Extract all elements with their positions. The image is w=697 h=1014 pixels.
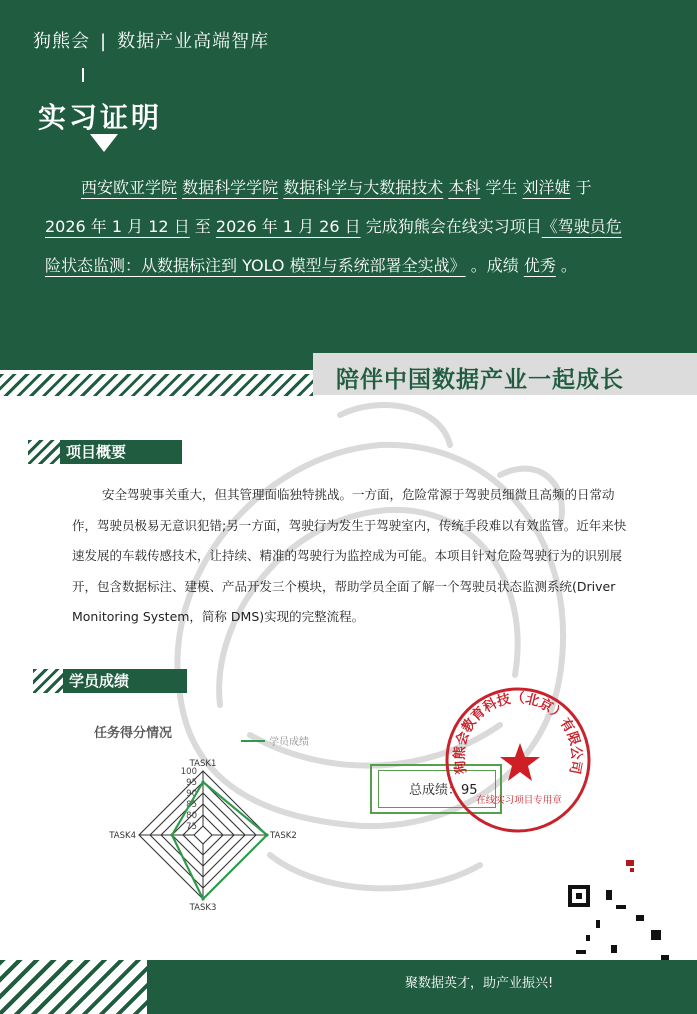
radar-tick-label: 85: [186, 800, 197, 810]
seal-org: 狗熊会教育科技（北京）有限公司: [451, 690, 585, 776]
overview-text: 安全驾驶事关重大，但其管理面临独特挑战。一方面，危险常源于驾驶员细微且高频的日常动作，驾驶员极易无意识犯错;另一方面，驾驶行为发生于驾驶室内，传统手段难以有效监管。近年来快速发展的车载传感技术，让持续、精准的驾驶行为监控成为可能。本项目针对危险驾驶行为的识别展开，包含数据标注、建模、产品开发三个模块，帮助学员全面了解一个驾驶员状态监测系统(Driver Monitoring System，简称 DMS)实现的完整流程。: [72, 487, 627, 624]
total-score-label: 总成绩：: [409, 783, 462, 798]
radar-tick-label: 75: [186, 822, 197, 832]
brand-line: [33, 27, 269, 53]
radar-tick-label: 100: [180, 767, 197, 777]
footer-slogan: 聚数据英才，助产业振兴!: [405, 976, 554, 991]
company-seal: [443, 685, 593, 835]
section-results-label: 学员成绩: [63, 669, 187, 693]
radar-axis-label: TASK1: [189, 759, 217, 769]
decor-stripes-bottom: [0, 960, 147, 1014]
radar-point: [201, 897, 204, 900]
chart-title: 任务得分情况: [94, 726, 173, 741]
decor-stripes-top: [0, 374, 313, 396]
radar-tick-label: 95: [186, 778, 197, 788]
cert-project: 《驾驶员危险状态监测：从数据标注到 YOLO 模型与系统部署全实战》: [45, 217, 622, 275]
brand-subtitle: 数据产业高端智库: [117, 31, 270, 52]
down-triangle-icon: [90, 134, 118, 152]
radar-axis-label: TASK2: [270, 831, 297, 841]
seal-purpose: 在线实习项目专用章: [476, 795, 562, 806]
legend-label: 学员成绩: [269, 737, 309, 748]
cert-project-prefix: 完成狗熊会在线实习项目: [365, 217, 542, 236]
cert-from: 于: [575, 178, 592, 197]
page-title: 实习证明: [38, 101, 163, 134]
cert-end-date: 2026 年 1 月 26 日: [215, 217, 361, 236]
cert-name: 刘洋婕: [522, 178, 571, 197]
cert-grade: 优秀: [523, 256, 556, 275]
cert-grade-prefix: 。成绩: [470, 256, 519, 275]
decor-stripes-overview: [28, 440, 62, 464]
radar-point: [265, 833, 268, 836]
brand-separator: |: [100, 31, 108, 52]
radar-axis-label: TASK4: [109, 831, 136, 841]
decor-stripes-results: [33, 669, 67, 693]
seal-star-icon: [500, 743, 540, 781]
radar-point: [170, 833, 173, 836]
radar-axis-label: TASK3: [189, 903, 217, 913]
brand-name: 狗熊会: [33, 31, 90, 52]
cert-college: 数据科学学院: [182, 178, 279, 197]
slogan: 陪伴中国数据产业一起成长: [336, 367, 624, 393]
decor-tick: [82, 68, 84, 82]
cert-school: 西安欧亚学院: [81, 178, 178, 197]
section-overview-label: 项目概要: [60, 440, 182, 464]
radar-chart: [88, 720, 348, 920]
cert-role: 学生: [485, 178, 518, 197]
radar-tick-label: 80: [186, 811, 197, 821]
radar-point: [201, 780, 204, 783]
cert-major: 数据科学与大数据技术: [283, 178, 444, 197]
cert-start-date: 2026 年 1 月 12 日: [45, 217, 190, 236]
cert-to: 至: [194, 217, 211, 236]
total-score-value: 95: [461, 783, 478, 798]
radar-tick-label: 90: [186, 789, 197, 799]
cert-end: 。: [560, 256, 577, 275]
cert-degree: 本科: [448, 178, 481, 197]
qr-code: [566, 860, 676, 975]
certificate-text: [45, 168, 635, 285]
